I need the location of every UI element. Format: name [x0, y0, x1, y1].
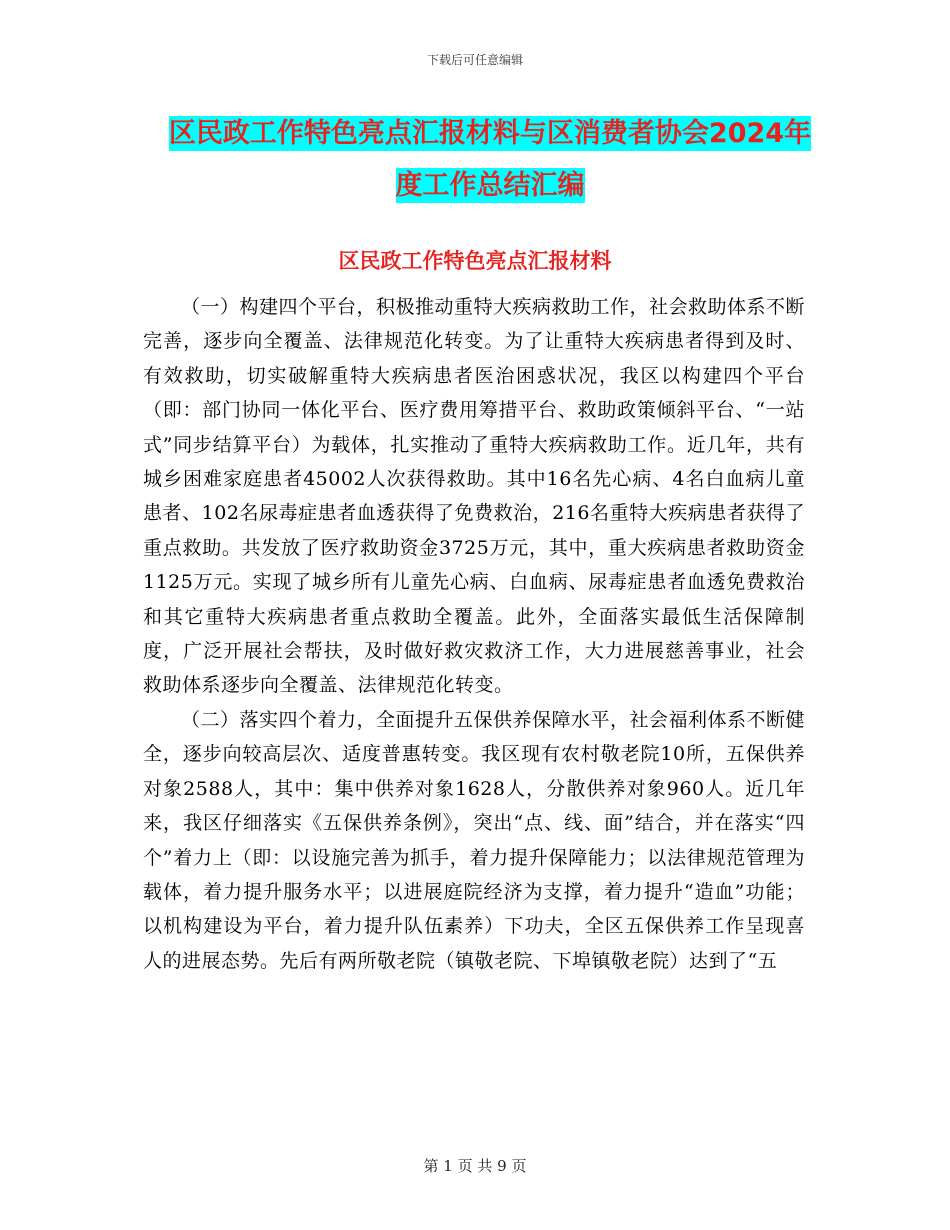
- title-line-2: 度工作总结汇编: [395, 170, 585, 201]
- document-title: [140, 108, 840, 212]
- paragraph-1: （一）构建四个平台，积极推动重特大疾病救助工作，社会救助体系不断完善，逐步向全覆盖、法律规范化转变。为了让重特大疾病患者得到及时、有效救助，切实破解重特大疾病患者医治困惑状况，我区以构建四个平台（即：部门协同一体化平台、医疗费用筹措平台、救助政策倾斜平台、“一站式”同步结算平台）为载体，扎实推动了重特大疾病救助工作。近几年，共有城乡困难家庭患者45002人次获得救助。其中16名先心病、4名白血病儿童患者、102名尿毒症患者血透获得了免费救治，216名重特大疾病患者获得了重点救助。共发放了医疗救助资金3725万元，其中，重大疾病患者救助资金1125万元。实现了城乡所有儿童先心病、白血病、尿毒症患者血透免费救治和其它重特大疾病患者重点救助全覆盖。此外，全面落实最低生活保障制度，广泛开展社会帮扶，及时做好救灾救济工作，大力进展慈善事业，社会救助体系逐步向全覆盖、法律规范化转变。: [143, 296, 806, 697]
- header-note: 下载后可任意编辑: [426, 53, 523, 67]
- title-line-1: 区民政工作特色亮点汇报材料与区消费者协会2024年: [168, 118, 812, 149]
- paragraph-2: （二）落实四个着力，全面提升五保供养保障水平，社会福利体系不断健全，逐步向较高层次、适度普惠转变。我区现有农村敬老院10所，五保供养对象2588人，其中：集中供养对象1628人，分散供养对象960人。近几年来，我区仔细落实《五保供养条例》，突出“点、线、面”结合，并在落实“四个”着力上（即：以设施完善为抓手，着力提升保障能力；以法律规范管理为载体，着力提升服务水平；以进展庭院经济为支撑，着力提升“造血”功能；以机构建设为平台，着力提升队伍素养）下功夫，全区五保供养工作呈现喜人的进展态势。先后有两所敬老院（镇敬老院、下埠镇敬老院）达到了“五: [143, 708, 806, 972]
- document-body: [143, 290, 805, 978]
- page-number: 第 1 页 共 9 页: [423, 1157, 527, 1175]
- section-title: 区民政工作特色亮点汇报材料: [338, 249, 612, 273]
